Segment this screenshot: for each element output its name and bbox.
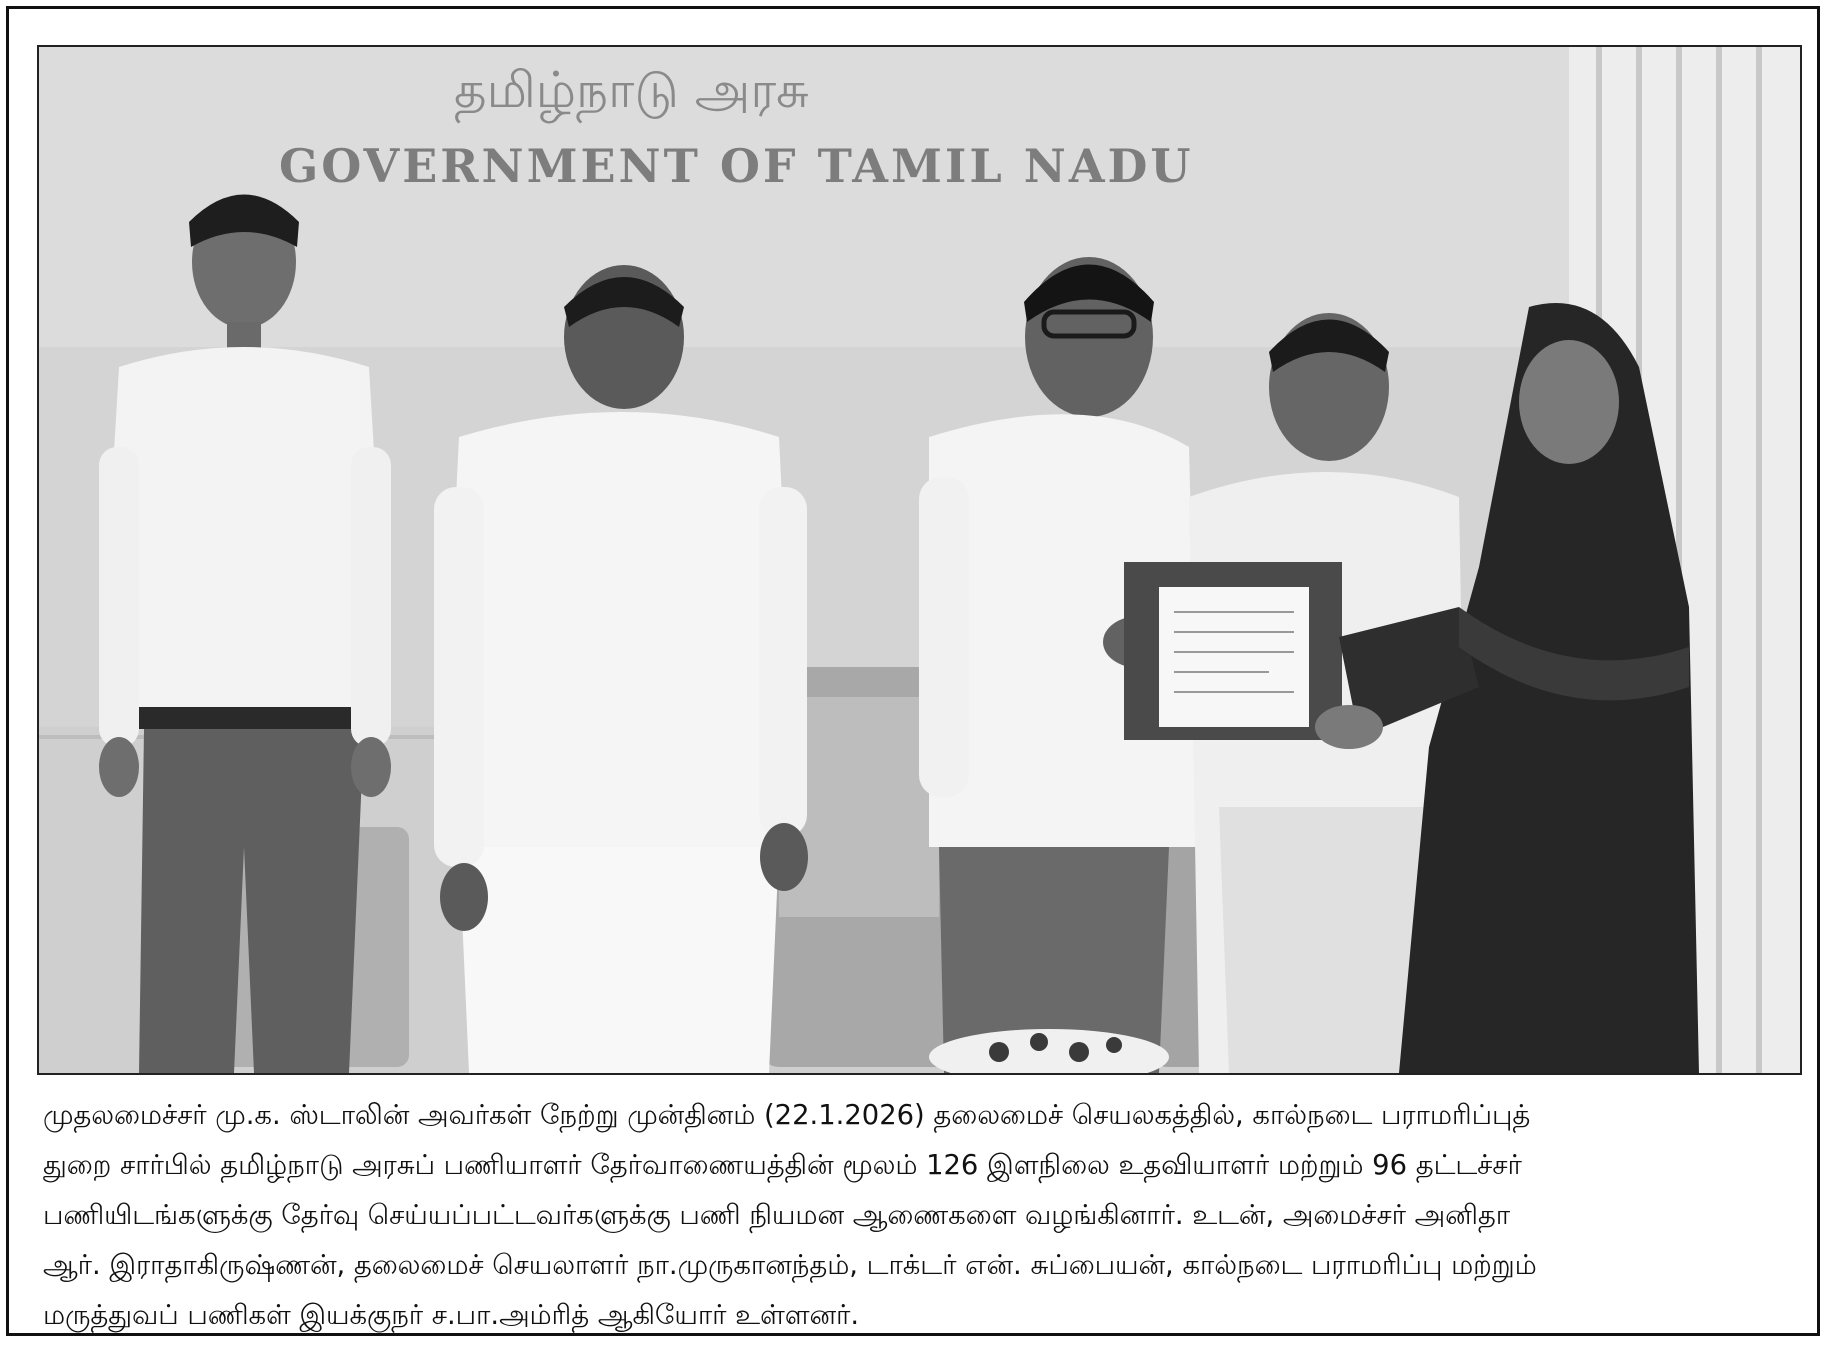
photo-caption bbox=[43, 1091, 1803, 1341]
caption-line-2: துறை சார்பில் தமிழ்நாடு அரசுப் பணியாளர் தேர்வாணையத்தின் மூலம் 126 இளநிலை உதவியாளர் மற்றும் 96 தட்டச்சர் bbox=[43, 1150, 1522, 1181]
wall-sign-tamil: தமிழ்நாடு அரசு bbox=[454, 61, 809, 119]
news-photo bbox=[37, 45, 1802, 1075]
caption-line-5: மருத்துவப் பணிகள் இயக்குநர் ச.பா.அம்ரித் ஆகியோர் உள்ளனர். bbox=[43, 1300, 860, 1331]
news-clipping bbox=[6, 6, 1820, 1336]
caption-line-3: பணியிடங்களுக்கு தேர்வு செய்யப்பட்டவர்களுக்கு பணி நியமன ஆணைகளை வழங்கினார். உடன், அமைச்சர் அனிதா bbox=[43, 1200, 1511, 1231]
caption-line-1: முதலமைச்சர் மு.க. ஸ்டாலின் அவர்கள் நேற்று முன்தினம் (22.1.2026) தலைமைச் செயலகத்தில், கால்நடை பராமரிப்புத் bbox=[43, 1100, 1531, 1131]
caption-line-4: ஆர். இராதாகிருஷ்ணன், தலைமைச் செயலாளர் நா.முருகானந்தம், டாக்டர் என். சுப்பையன், கால்நடை பராமரிப்பு மற்றும் bbox=[43, 1250, 1537, 1281]
photo-illustration bbox=[39, 47, 1800, 1073]
certificate bbox=[1124, 562, 1342, 740]
wall-sign-english: GOVERNMENT OF TAMIL NADU bbox=[279, 139, 1194, 193]
wall-upper bbox=[39, 47, 1800, 347]
